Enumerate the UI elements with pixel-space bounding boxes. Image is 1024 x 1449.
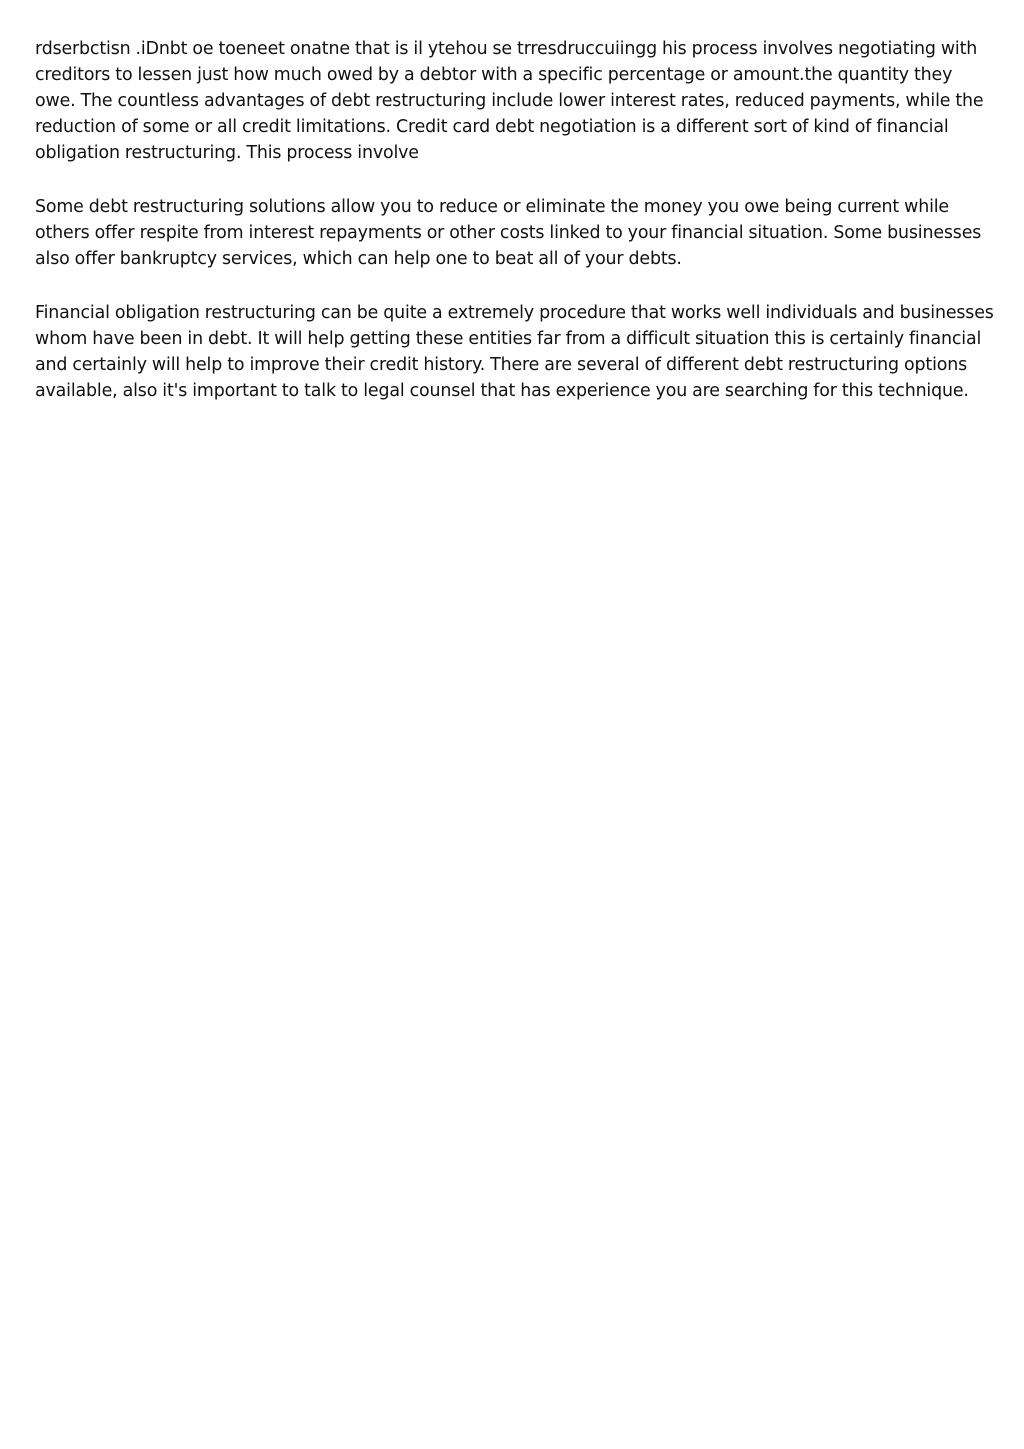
paragraph-3: Financial obligation restructuring can be quite a extremely procedure that works well individuals and businesses whom have been in debt. It will help getting these entities far from a difficult situation this is certainly financial and certainly will help to improve their credit history. There are several of different debt restructuring options available, also it's important to talk to legal counsel that has experience you are searching for this technique. xyxy=(35,303,994,401)
paragraph-1: rdserbctisn .iDnbt oe toeneet onatne that is il ytehou se trresdruccuiingg his process involves negotiating with creditors to lessen just how much owed by a debtor with a specific percentage or amount.the quantity they owe. The countless advantages of debt restructuring include lower interest rates, reduced payments, while the reduction of some or all credit limitations. Credit card debt negotiation is a different sort of kind of financial obligation restructuring. This process involve xyxy=(35,39,984,163)
paragraph-2: Some debt restructuring solutions allow you to reduce or eliminate the money you owe being current while others offer respite from interest repayments or other costs linked to your financial situation. Some businesses also offer bankruptcy services, which can help one to beat all of your debts. xyxy=(35,197,982,269)
document-body xyxy=(35,36,995,432)
